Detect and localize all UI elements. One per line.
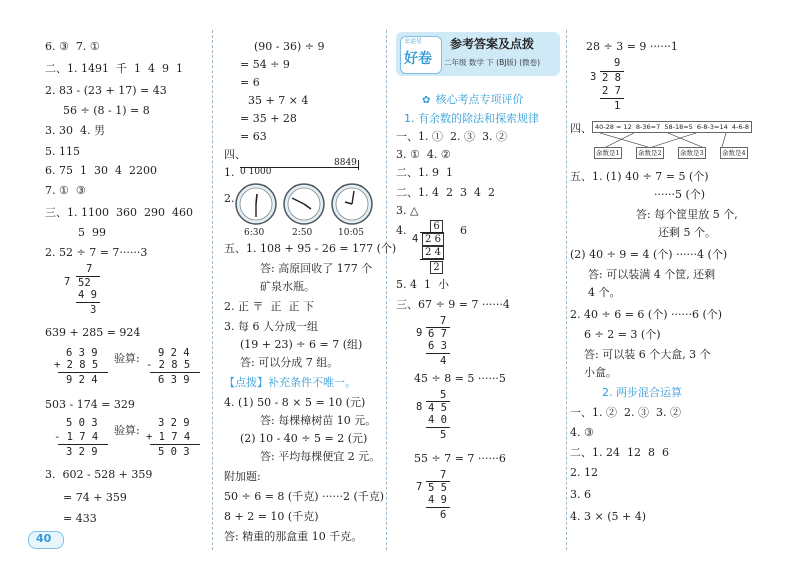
answer-line: 55 ÷ 7 = 7 ······6 xyxy=(414,452,506,465)
answer-line: 二、1. 4 2 3 4 2 xyxy=(396,186,495,199)
calc-digit: 余数是2 xyxy=(638,149,662,157)
calc-digit: - 2 8 5 xyxy=(146,359,191,371)
answer-line: 附加题: xyxy=(224,470,261,483)
answer-line: (2) 40 ÷ 9 = 4 (个) ······4 (个) xyxy=(570,248,728,261)
calc-digit: 4 xyxy=(440,355,447,367)
answer-line: (2) 10 - 40 ÷ 5 = 2 (元) xyxy=(240,432,368,445)
answer-column-3 xyxy=(386,0,566,569)
rule-line xyxy=(426,427,450,428)
calc-digit: 6 3 xyxy=(428,340,447,352)
clock-label: 6:30 xyxy=(244,228,265,238)
answer-line: = 433 xyxy=(63,512,97,525)
answer-line: 2. 12 xyxy=(570,466,598,479)
calc-digit: 3 2 9 xyxy=(66,446,98,458)
check-label: 验算: xyxy=(114,424,140,437)
answer-line: = 54 ÷ 9 xyxy=(240,58,290,71)
answer-line: 6 xyxy=(460,224,467,237)
answer-line: 6. ③ 7. ① xyxy=(45,40,100,53)
answer-line: 5. 4 1 小 xyxy=(396,278,449,291)
calc-digit: 4 xyxy=(412,233,419,245)
answer-line: 答: 高原回收了 177 个 xyxy=(260,262,373,275)
answer-line: 答: 平均每棵便宜 2 元。 xyxy=(260,450,381,463)
answer-line: 答: 可以分成 7 组。 xyxy=(240,356,339,369)
answer-line: 6. 75 1 30 4 2200 xyxy=(45,164,157,177)
logo-text: 好卷 xyxy=(404,51,432,67)
answer-line: 35 + 7 × 4 xyxy=(248,94,309,107)
calc-digit: 2 6 xyxy=(422,233,444,246)
section-heading: 1. 有余数的除法和探索规律 xyxy=(404,112,539,125)
calc-digit: 5 0 3 xyxy=(158,446,190,458)
rule-line xyxy=(426,507,450,508)
calc-digit: 8849 xyxy=(334,158,357,168)
check-label: 验算: xyxy=(114,352,140,365)
answer-line: 五、1. 108 + 95 - 26 = 177 (个) xyxy=(224,242,397,255)
calc-digit: 40-28 = 12 8-36=7 58-18=5 6-8-3=14 4-6-8 xyxy=(592,121,752,133)
clock-icon xyxy=(332,184,372,224)
answer-line: 503 - 174 = 329 xyxy=(45,398,135,411)
calc-digit: 3 2 9 xyxy=(158,417,190,429)
answer-line: 3. 6 xyxy=(570,488,591,501)
answer-line: ······5 (个) xyxy=(654,188,706,201)
answer-line: 3. 30 4. 男 xyxy=(45,124,105,137)
calc-digit: 7 xyxy=(416,481,423,493)
calc-digit: + 2 8 5 xyxy=(54,359,99,371)
answer-line: 1. xyxy=(224,166,235,179)
answer-line: 2. 40 ÷ 6 = 6 (个) ······6 (个) xyxy=(570,308,723,321)
clock-icon xyxy=(284,184,324,224)
rule-line xyxy=(426,353,450,354)
answer-line: 二、1. 24 12 8 6 xyxy=(570,446,669,459)
calc-digit: 5 xyxy=(440,389,447,401)
clock-label: 2:50 xyxy=(292,228,313,238)
answer-line: 3. △ xyxy=(396,204,419,217)
calc-digit: 7 xyxy=(440,469,447,481)
star-icon: ✿ xyxy=(422,95,431,106)
answer-line: 三、1. 1100 360 290 460 xyxy=(45,206,193,219)
calc-digit: 5 xyxy=(440,429,447,441)
calc-digit: 3 xyxy=(590,71,597,83)
calc-digit: 7 xyxy=(64,276,71,288)
answer-line: 4. xyxy=(396,224,407,237)
answer-line: 4. 3 × (5 + 4) xyxy=(570,510,646,523)
calc-digit: 4 9 xyxy=(78,289,97,301)
answer-line: 5 99 xyxy=(78,226,106,239)
calc-digit: 6 7 xyxy=(428,328,447,340)
calc-digit: 7 xyxy=(86,263,93,275)
answer-line: = 35 + 28 xyxy=(240,112,297,125)
answer-column-2 xyxy=(212,0,397,569)
answer-line: 二、1. 9 1 xyxy=(396,166,453,179)
calc-digit: 4 9 xyxy=(428,494,447,506)
calc-digit: 5 0 3 xyxy=(66,417,98,429)
answer-line: 答: 可以装满 4 个筐, 还剩 xyxy=(588,268,716,281)
answer-line: 3. 每 6 人分成一组 xyxy=(224,320,318,333)
answer-line: 45 ÷ 8 = 5 ······5 xyxy=(414,372,506,385)
answer-line: 一、1. ① 2. ③ 3. ② xyxy=(396,130,507,143)
logo-tag: 幸运星 xyxy=(404,38,423,45)
answer-line: 3. ① 4. ② xyxy=(396,148,451,161)
calc-digit: - 1 7 4 xyxy=(54,431,99,443)
answer-line: 一、1. ② 2. ③ 3. ② xyxy=(570,406,681,419)
calc-digit: 2 8 xyxy=(602,72,621,84)
calc-digit: 6 xyxy=(430,220,443,233)
tip-line: 【点拨】补充条件不唯一。 xyxy=(224,376,356,389)
calc-digit: 6 3 9 xyxy=(158,374,190,386)
answer-line: 答: 每棵樟树苗 10 元。 xyxy=(260,414,377,427)
matching-lines xyxy=(592,133,742,147)
answer-line: 639 + 285 = 924 xyxy=(45,326,141,339)
answer-line: 3. 602 - 528 + 359 xyxy=(45,468,153,481)
answer-line: 五、1. (1) 40 ÷ 7 = 5 (个) xyxy=(570,170,709,183)
answer-line: 2. xyxy=(224,192,235,205)
calc-digit: 52 xyxy=(78,277,91,289)
calc-digit: 余数是4 xyxy=(722,149,746,157)
section-title xyxy=(422,88,523,107)
section-heading: 2. 两步混合运算 xyxy=(602,386,682,399)
calc-digit: 9 xyxy=(416,327,423,339)
header-badge: 参考答案及点拨 xyxy=(450,37,535,51)
calc-digit: + 1 7 4 xyxy=(146,431,191,443)
answer-line: 2. 正 〒 正 正 下 xyxy=(224,300,314,313)
calc-digit: 1 xyxy=(614,100,621,112)
answer-line: 二、1. 1491 千 1 4 9 1 xyxy=(45,62,183,75)
answer-line: 4. (1) 50 - 8 × 5 = 10 (元) xyxy=(224,396,366,409)
calc-digit: 5 5 xyxy=(428,482,447,494)
answer-line: 矿泉水瓶。 xyxy=(260,280,315,293)
calc-digit: 3 xyxy=(90,304,97,316)
rule-line xyxy=(358,160,359,170)
answer-line: 28 ÷ 3 = 9 ······1 xyxy=(586,40,678,53)
calc-digit: 余数是1 xyxy=(596,149,620,157)
clock-label: 10:05 xyxy=(338,228,364,238)
calc-digit: 6 3 9 xyxy=(66,347,98,359)
calc-digit: 7 xyxy=(440,315,447,327)
answer-line: (90 - 36) ÷ 9 xyxy=(254,40,325,53)
calc-digit: 9 xyxy=(614,57,621,69)
answer-line: 四、 xyxy=(570,122,592,135)
answer-line: 2. 83 - (23 + 17) = 43 xyxy=(45,84,167,97)
answer-line: 四、 xyxy=(224,148,246,161)
rule-line xyxy=(76,302,100,303)
rule-line xyxy=(600,98,624,99)
answer-line: 4. ③ xyxy=(570,426,594,439)
answer-line: 50 ÷ 6 = 8 (千克) ······2 (千克) xyxy=(224,490,385,503)
page-number: 40 xyxy=(36,532,52,545)
answer-line: 6 ÷ 2 = 3 (个) xyxy=(584,328,661,341)
answer-line: 答: 精重的那盒重 10 千克。 xyxy=(224,530,363,543)
answer-line: (19 + 23) ÷ 6 = 7 (组) xyxy=(240,338,363,351)
clock-icon xyxy=(236,184,276,224)
answer-line: 7. ① ③ xyxy=(45,184,86,197)
answer-line: 答: 可以装 6 个大盒, 3 个 xyxy=(584,348,711,361)
answer-line: 三、67 ÷ 9 = 7 ······4 xyxy=(396,298,510,311)
answer-line: 答: 每个筐里放 5 个, xyxy=(636,208,738,221)
calc-digit: 4 5 xyxy=(428,402,447,414)
calc-digit: 核心考点专项评价 xyxy=(435,93,524,106)
answer-line: = 74 + 359 xyxy=(63,491,127,504)
calc-digit: 余数是3 xyxy=(680,149,704,157)
calc-digit: 2 xyxy=(430,261,443,274)
answer-line: 5. 115 xyxy=(45,145,80,158)
calc-digit: 2 4 xyxy=(422,246,444,259)
clock-faces xyxy=(234,182,374,228)
answer-line: 8 + 2 = 10 (千克) xyxy=(224,510,319,523)
calc-digit: 6 xyxy=(440,509,447,521)
calc-digit: 8 xyxy=(416,401,423,413)
header-subtitle: 二年级 数学 下 (BJ版) (微卷) xyxy=(444,58,541,67)
answer-line: 56 ÷ (8 - 1) = 8 xyxy=(63,104,150,117)
answer-column-1 xyxy=(0,0,212,569)
rule-line xyxy=(420,259,444,260)
calc-digit: 0 1000 xyxy=(240,167,272,177)
answer-line: = 63 xyxy=(240,130,267,143)
calc-digit: 9 2 4 xyxy=(66,374,98,386)
calc-digit: 4 0 xyxy=(428,414,447,426)
calc-digit: 9 2 4 xyxy=(158,347,190,359)
answer-line: = 6 xyxy=(240,76,260,89)
answer-line: 还剩 5 个。 xyxy=(658,226,716,239)
answer-column-4 xyxy=(566,0,800,569)
answer-line: 小盒。 xyxy=(584,366,617,379)
calc-digit: 2 7 xyxy=(602,85,621,97)
answer-line: 4 个。 xyxy=(588,286,621,299)
answer-line: 2. 52 ÷ 7 = 7······3 xyxy=(45,246,148,259)
